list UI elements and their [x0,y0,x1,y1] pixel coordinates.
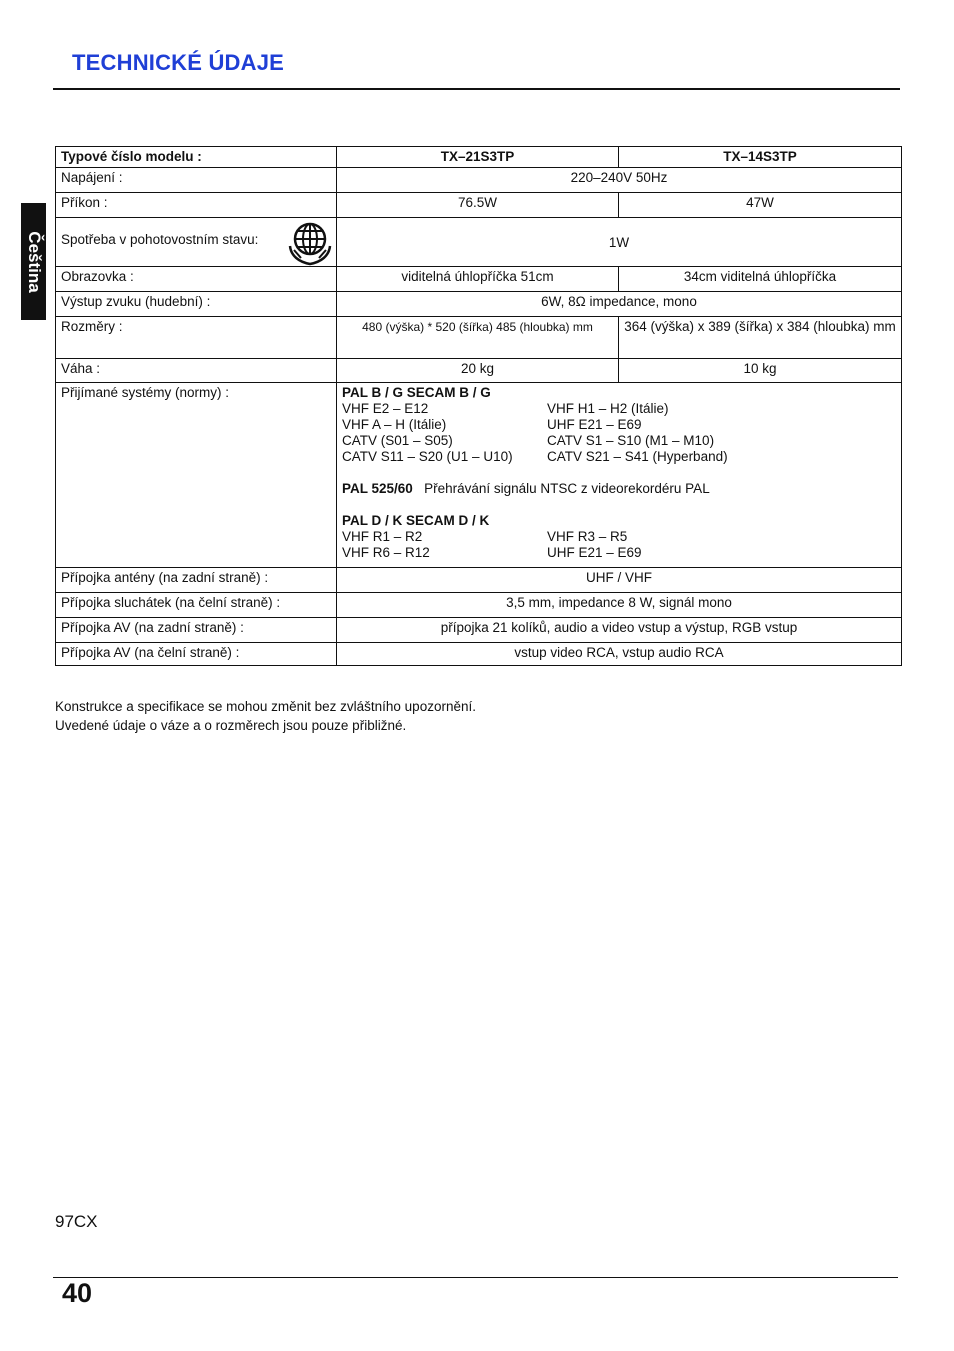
av-front-value: vstup video RCA, vstup audio RCA [337,643,902,666]
table-row [56,147,902,168]
standby-value: 1W [337,218,902,267]
list-item: UHF E21 – E69 [547,417,642,432]
systems-group1-title: PAL B / G SECAM B / G [342,385,491,400]
pal525-text: Přehrávání signálu NTSC z videorekordéru PAL [424,481,710,496]
pal525-title: PAL 525/60 [342,481,413,496]
power-supply-value: 220–240V 50Hz [337,168,902,193]
systems-group2-title: PAL D / K SECAM D / K [342,513,490,528]
table-row [56,218,902,267]
weight-a: 20 kg [337,359,619,383]
page-number: 40 [62,1278,93,1308]
table-row [56,643,902,666]
weight-label: Váha : [56,359,337,383]
table-row [56,193,902,218]
table-row [56,267,902,292]
document-code: 97CX [55,1212,98,1231]
list-item: CATV S1 – S10 (M1 – M10) [547,433,715,448]
dimensions-label: Rozměry : [56,317,337,359]
footnotes [55,697,476,735]
audio-output-value: 6W, 8Ω impedance, mono [337,292,902,317]
av-front-label: Přípojka AV (na čelní straně) : [56,643,337,666]
systems-label: Přijímané systémy (normy) : [56,383,337,568]
standby-label: Spotřeba v pohotovostním stavu: [61,232,259,247]
power-consumption-b: 47W [619,193,902,218]
antenna-value: UHF / VHF [337,568,902,593]
model-header-label: Typové číslo modelu : [56,147,337,168]
table-row [56,618,902,643]
list-item: VHF R6 – R12 [342,545,430,560]
systems-group2-list [342,529,896,561]
headphones-label: Přípojka sluchátek (na čelní straně) : [56,593,337,618]
weight-b: 10 kg [619,359,902,383]
list-item: CATV S11 – S20 (U1 – U10) [342,449,513,464]
language-tab [21,203,46,320]
screen-a: viditelná úhlopříčka 51cm [337,267,619,292]
dimensions-b: 364 (výška) x 389 (šířka) x 384 (hloubka) mm [619,317,902,359]
pal525-line [342,481,896,497]
language-tab-label: Čeština [24,230,44,293]
table-row [56,383,902,568]
list-item: CATV (S01 – S05) [342,433,453,448]
footer-rule [53,1277,898,1278]
standby-cell [56,218,337,267]
headphones-value: 3,5 mm, impedance 8 W, signál mono [337,593,902,618]
footnote-line: Uvedené údaje o váze a o rozměrech jsou pouze přibližné. [55,718,407,733]
list-item: CATV S21 – S41 (Hyperband) [547,449,728,464]
table-row [56,292,902,317]
table-row [56,593,902,618]
table-row [56,359,902,383]
table-row [56,168,902,193]
antenna-label: Přípojka antény (na zadní straně) : [56,568,337,593]
globe-in-hands-icon [287,220,333,268]
audio-output-label: Výstup zvuku (hudební) : [56,292,337,317]
systems-group1-list [342,401,896,465]
av-rear-label: Přípojka AV (na zadní straně) : [56,618,337,643]
list-item: VHF H1 – H2 (Itálie) [547,401,669,416]
list-item: VHF A – H (Itálie) [342,417,447,432]
list-item: VHF E2 – E12 [342,401,429,416]
page-title: TECHNICKÉ ÚDAJE [72,50,285,75]
dimensions-a: 480 (výška) * 520 (šířka) 485 (hloubka) mm [337,317,619,359]
av-rear-value: přípojka 21 kolíků, audio a video vstup a výstup, RGB vstup [337,618,902,643]
header-rule [53,88,900,90]
model-b-name: TX–14S3TP [619,147,902,168]
list-item: VHF R3 – R5 [547,529,628,544]
power-supply-label: Napájení : [56,168,337,193]
screen-label: Obrazovka : [56,267,337,292]
power-consumption-a: 76.5W [337,193,619,218]
spec-table [55,146,902,666]
systems-cell [337,383,902,568]
table-row [56,568,902,593]
table-row [56,317,902,359]
power-consumption-label: Příkon : [56,193,337,218]
list-item: VHF R1 – R2 [342,529,423,544]
list-item: UHF E21 – E69 [547,545,642,560]
footnote-line: Konstrukce a specifikace se mohou změnit bez zvláštního upozornění. [55,699,476,714]
screen-b: 34cm viditelná úhlopříčka [619,267,902,292]
model-a-name: TX–21S3TP [337,147,619,168]
